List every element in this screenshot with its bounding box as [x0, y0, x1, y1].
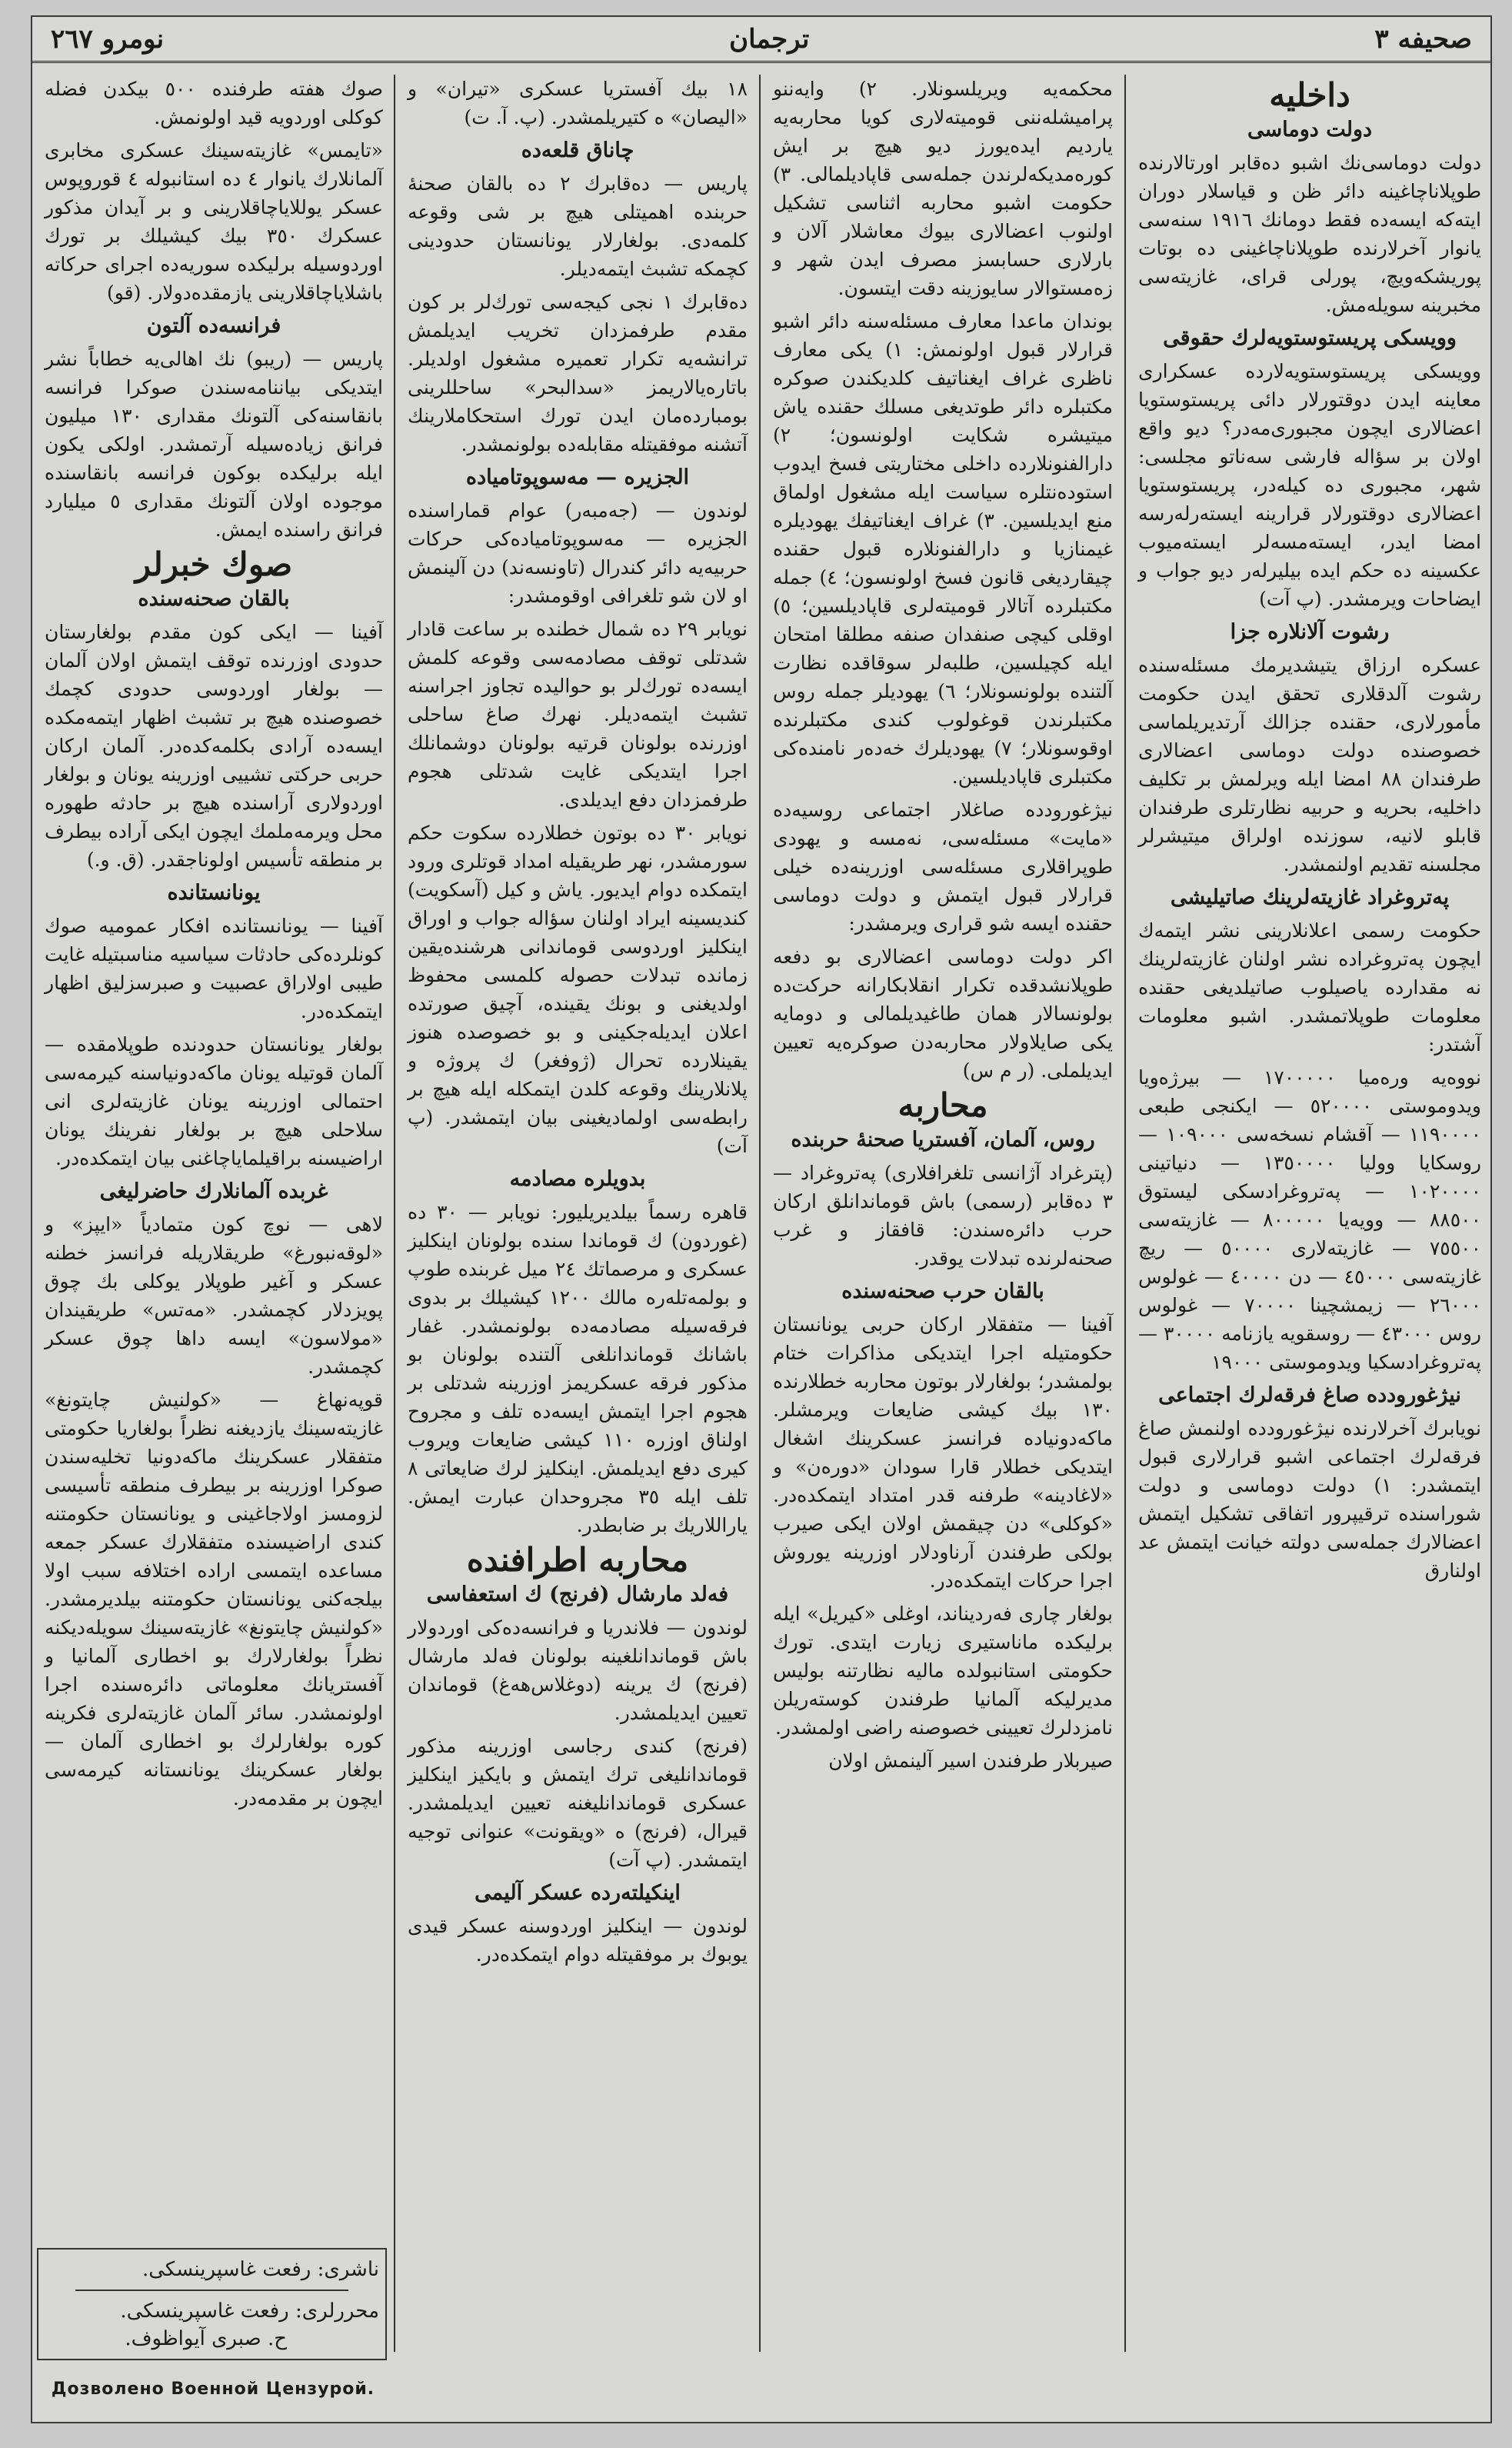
- article-paragraph: محكمه‌یه ویریلسونلار. ٢) وایه‌ننو پرامیشله‌ننی قومیته‌لاری كویا محاربه‌یه یاردیم ایده‌یورز دیو هیچ بر ایش كوره‌مدیكه‌لرندن جمله‌سی قاپادیلمالی. ٣) حكومت اشبو محاربه اثناسی تشكیل اولنوب اعضالاری بیوك معاشلار آلان و بارلاری حسابسز مصرف ایدن شهر و زه‌مستوالار سایوزینه دقت ایتسون.: [773, 78, 1114, 299]
- issue-number: نومرو ٢٦٧: [51, 23, 165, 55]
- newspaper-page: [31, 15, 1492, 2423]
- article-heading: په‌تروغراد غازیته‌لرینك صاتیلیشی: [1170, 885, 1450, 909]
- article-paragraph: ده‌قابرك ١ نجی كیجه‌سی تورك‌لر بر كون مقدم طرفمزدان تخریب ایدیلمش ترانشه‌یه تكرار تعمیره مشغول اولدیلر. باتاره‌یالاریمز «سدالبحر» ساحللرینی بومبارده‌مان ایدن تورك استحكاملارینك آتشنه موفقیتله مقابله‌ده بولونمشدر.: [408, 291, 748, 455]
- article-heading: غربده آلمانلارك حاضرلیغی: [99, 1179, 328, 1203]
- article-paragraph: «تایمس» غازیته‌سینك عسكری مخابری آلمانلارك یانوار ٤ ده استانبوله ٤ قوروپوس عسكر یوللایاچاقلارینی و بر آیدان مذكور عسكرك ٣٥٠ بیك كیشیلك بر تورك اوردوسیله برلیكده سوریه‌ده اجرای حركاته باشلایاچاقلارینی یازمقده‌دولار. (قو): [45, 139, 383, 304]
- article-heading: رشوت آلانلاره جزا: [1230, 620, 1390, 644]
- censorship-note: Дозволено Военной Цензурой.: [51, 2380, 375, 2399]
- article-heading: بدویلره مصادمه: [509, 1167, 646, 1191]
- editors-line: [45, 2297, 379, 2325]
- article-heading: یونانستانده: [167, 881, 261, 905]
- article-paragraph: آفینا — ایكی كون مقدم بولغارستان حدودی اوزرنده توقف ایتمش اولان آلمان — بولغار اوردوسی حدودی كچمك خصوصنده هیچ بر تشبث اظهار ایتمه‌مكده ایسه‌ده آرادی بكلمه‌كده‌در. آلمان اركان حربی حركتی تشییی اوزرینه یونان و بولغار اوردولاری آراسنده هیچ بر حادثه طهوره محل ویرمه‌ملمك ایچون ایكی آراده بیطرف بر منطقه تأسیس اولونا‌جقدر. (ق. و.): [45, 621, 383, 871]
- publisher-name: رفعت غاسپرینسكی.: [142, 2258, 311, 2281]
- article-paragraph: لوندون — اینكلیز اوردوسنه عسكر قیدی یوبوك بر موفقیتله دوام ایتمكده‌در.: [408, 1915, 748, 1966]
- article-heading: بالقان حرب صحنه‌سنده: [841, 1279, 1044, 1303]
- masthead: [32, 17, 1490, 63]
- article-paragraph: (پترغراد آژانسی تلغرافلاری) په‌تروغراد — ٣ ده‌قابر (رسمی) باش قوماندانلق اركان حرب دائره‌سندن: قافقاز و غرب صحنه‌لرنده تبدلات یوقدر.: [773, 1162, 1113, 1269]
- article-heading: نیژغورودده صاغ فرقه‌لرك اجتماعی: [1158, 1383, 1461, 1407]
- article-paragraph: نووه‌یه وره‌میا ١٧٠٠٠٠٠ — بیرژه‌ویا ویدوموستی ٥٢٠٠٠٠ — ایكنجی طبعی ١١٩٠٠٠٠ — آقشام نسخه‌سی ١٠٩٠٠٠ — روسكایا وولیا ١٣٥٠٠٠٠ — دنیاتینی ١٠٢٠٠٠٠ — په‌تروغرادسكی لیستوق ٨٨٥٠٠ — وویه‌یا ۸۰۰۰۰۰ — غازیته‌سی ٧٥٥٠٠ — غازیته‌لاری ٥٠٠٠٠ — ریچ غازیته‌سی ٤٥٠٠٠ — دن ٤٠٠٠٠ — غولوس ٢٦٠٠٠ — زیمشچینا ٧٠٠٠٠ — غولوس روس ٤٣٠٠٠ — روسقویه‌ یازنامه ٣٠٠٠٠ — په‌تروغرادسكیا ویدوموستی ١٩٠٠٠: [1138, 1066, 1481, 1373]
- article-paragraph: آفینا — یونانستانده افكار عمومیه صوك كونلرده‌كی حادثات سیاسیه مناسبتیله غایت طیبی اولاراق عصبیت و صبرسزلیق اظهار ایتمكده‌در.: [45, 915, 383, 1022]
- article-paragraph: حكومت رسمی اعلانلارینی نشر ایتمه‌ك ایچون په‌تروغراده نشر اولنان غازیته‌لرینك نه مقدارده یاصیلوب صاتیلدیغی حقنده معلومات طوپلاتمشدر. اشبو معلومات آشتدر:: [1138, 919, 1481, 1056]
- column-rule: [394, 75, 395, 2352]
- article-paragraph: دولت دوماسی‌نك اشبو ده‌قابر اورتالارنده طوپلاناچاغینه دائر ظن و قیاسلار دوران ایته‌كه ایسه‌ده فقط دومانك ١٩١٦ سنه‌سی یانوار آخرلارنده طوپلاناچاغینی ده بوتات پوریشكه‌ویچ، پورلی قرای، غازیته‌سی مخبرینه سویله‌مش.: [1138, 152, 1481, 316]
- article-heading: محاربه: [898, 1086, 988, 1124]
- imprint-box: [37, 2248, 387, 2360]
- article-paragraph: نویابرك آخرلارنده نیژغورودده اولنمش صاغ فرقه‌لرك اجتماعی اشبو قرارلاری قبول ایتمشدر: ١) دولت دوماسی و دولت شوراسنده ترقیپرور اتفاقی تشكیل ایتمش اعضالارك جمله‌سی دولته خیانت ایتمش عد اولنارق: [1138, 1417, 1481, 1582]
- article-paragraph: ١٨ بیك آفستریا عسكری «تیران» و «الیصان» ه كتیریلمشدر. (پ. آ. ت): [408, 78, 748, 128]
- article-heading: الجزیره — مه‌سوپوتامیاده: [465, 465, 690, 489]
- article-paragraph: لاهی — نوچ كون متمادیاً «ایپز» و «لوقه‌نبورغ» طریقلاریله فرانسز خطنه عسكر و آغیر طوپلار یوكلی بك چوق پویزدلار كچمشدر. «مه‌تس» طریقیندان «مولاسون» ایسه داها چوق عسكر كچمشدر.: [45, 1213, 383, 1378]
- article-paragraph: (فرنج) كندی رجاسی اوزرینه مذكور قوماندانلیغی ترك ایتمش و بایكیز اینكلیز عسكری قوماندانلیغنه تعیین ایدیلمشدر. قیرال، (فرنج) ه «ویقونت» عنوانی توجیه ایتمشدر. (پ آت): [408, 1735, 748, 1871]
- article-paragraph: نیژغورودده صاغلار اجتماعی روسیه‌ده «مایت» مسئله‌سی، نه‌مسه و یهودی طوپراقلاری مسئله‌سی اوزرینه‌ده خیلی قرارلار قبول ایتمش و دولت دوماسی حقنده ایسه شو قراری ویرمشدر:: [773, 799, 1113, 935]
- article-paragraph: لوندون — (جه‌مبه‌ر) عوام قماراسنده الجزیره — مه‌سوپوتامیاده‌كی حركات حربیه‌یه دائر كندرال (تاونسه‌ند) دن آلینمش او لان شو تلغرافی اوقومشدر:: [408, 499, 748, 607]
- article-heading: دولت دوماسی: [1247, 118, 1373, 142]
- article-paragraph: صیربلار طرفندن اسیر آلینمش اولان: [828, 1749, 1113, 1772]
- article-paragraph: قاهره رسماً بیلدیریلیور: نویابر — ٣٠ ده (غوردون) ك قوماندا سنده بولونان اینكلیز عسكری و مرصماتك ٢٤ میل غربنده طوپ و بولمه‌تله‌ره مالك ١٢٠٠ كیشیلك بر بدوی فرقه‌سیله مصادمه‌ده بولونمشدر. غفار باشانك قوماندانلغی آلتنده بولونان بو مذكور فرقه عسكریمز اوزرینه شدتلی بر هجوم اجرا ایتمش ایسه‌ده تلف و مجروح اولنا‌ق اوزره ١١٠ كیشی ضایعات ویروب كیری دفع ایدیلمش. اینكلیز لرك ضایعاتی ٨ تلف ایله ٣٥ مجروحدان عبارت ایمش. یاراللاریك بر ضابطدر.: [408, 1201, 748, 1536]
- editor-name-1: رفعت غاسپرینسكی.: [120, 2300, 289, 2323]
- article-paragraph: عسكره ارزاق یتیشدیرمك مسئله‌سنده رشوت آلدقلاری تحقق ایدن حكومت مأمورلاری، حقنده جزالك آرتدیریلماسی خصوصنده دولت دوماسی اعضالاری طرفندان ٨٨ امضا ایله ویرلمش بر تكلیف داخلیه، بحریه و حربیه نظارتلری طرفندان قابلو لانیه، سوزنده اولراق میتیشرلر مجلسنه تقدیم اولنمشدر.: [1138, 654, 1481, 875]
- newspaper-title: ترجمان: [729, 23, 810, 55]
- column-rule: [1124, 75, 1126, 2352]
- article-heading: بالقان صحنه‌سنده: [138, 587, 290, 611]
- article-heading: داخلیه: [1269, 76, 1350, 114]
- article-heading: چاناق قلعه‌ده: [521, 138, 634, 162]
- article-heading: اینكیلته‌رده عسكر آلیمی: [475, 1881, 681, 1905]
- column-1: [1131, 75, 1489, 2336]
- column-3: [400, 75, 755, 2336]
- article-paragraph: نویابر ٣٠ ده بوتون خطلارده سكوت حكم سورمشدر، نهر طریقیله امداد قوتلری ورود ایتمكده دوام ایدیور. یاش و كیل (آسكویت) كندیسینه ایراد اولنان سؤاله جواب و اوراق اینكلیز اوردوسی قوماندانی هرشنده‌یقین زمانده تبدلات حصوله كلمسی محفوظ اولدیغنی و بونك یقینده، آچیق صورتده اعلان ایدیله‌جكینی و بو خصوصده هنوز یقینلارده تحرال (ژوفغر) ك پروژه و پلانلارینك وقوعه كلدن ایتمكله ایله هیچ بر رابطه‌سی اولمادیغینی بیان ایتمشدر. (پ آت): [408, 822, 748, 1157]
- page-number: صحیفه ٣: [1374, 23, 1472, 55]
- article-heading: فرانسه‌ده آلتون: [146, 314, 281, 338]
- article-paragraph: صوك هفته طرفنده ٥٠٠ بیكدن فضله كوكلی اوردویه قید اولونمش.: [45, 78, 383, 128]
- article-paragraph: بولغار یونانستان حدودنده طوپلامقده — آلمان قوتیله یونان ماكه‌دونیاسنه كیرمه‌سی احتمالی اوزرینه یونان غازیته‌لری انی سلاحلی هیچ بر بولغار نفرینك یونان اراضیسنه براقیلمایاچاغنی بیان ایتمكده‌در.: [45, 1033, 383, 1169]
- article-heading: صوك خبرلر: [135, 545, 293, 583]
- column-4: [37, 75, 391, 2090]
- article-paragraph: بوندان ماعدا معارف مسئله‌سنه دائر اشبو قرارلار قبول اولونمش: ١) یكی معارف ناظری غراف ایغناتیف كلدیكندن صوكره مكتبلره دائر طوتدیغی مسلك حقنده یاش میتیشره شكایت اولونسون؛ ٢) دارالفنونلارده داخلی مختاریتی فسخ ایدوب استوده‌نتلره سیاست ایله مشغول اولماق منع ایدیلسین. ٣) غراف ایغناتیفك یهودیلره غیمنازیا و دارالفنونلاره قبول حقنده چیقاردیغی قانون فسخ اولونسون؛ ٤) جمله مكتبلرده آتالار قومیته‌لری قاپادیلسین؛ ٥) اوقلی كیچی صنفدان صنفه مطلقا امتحان ایله كچیلسین، طلبه‌لر سوقاقده نظارت آلتنده بولونسونلار؛ ٦) یهودیلر جمله روس مكتبلرندن قوغولوب كندی مكتبلرنده اوقوسونلار؛ ٧) یهودیلرك خه‌ده‌ر نامنده‌كی مكتبلری قاپادیلسین.: [773, 310, 1113, 788]
- article-paragraph: بولغار چاری فه‌ردیناند، اوغلی «كیریل» ایله برلیكده ماناستیری زیارت ایتدی. تورك حكومتی استانبولده مالیه نظارتنه بولیس مدیرلیكه آلمانیا طرفندن كوسته‌ریلن نامزدلرك تعیینی خصوصنه راضی اولمشدر.: [773, 1603, 1113, 1739]
- article-heading: فه‌لد مارشال (فرنج) ك استعفاسی: [426, 1583, 729, 1606]
- editors-label: محررلری:: [295, 2300, 379, 2323]
- article-paragraph: قوپه‌نهاغ — «كولنیش چایتونغ» غازیته‌سینك یازدیغنه نظراً بولغاریا حكومتی متفقلار عسكرینك ماكه‌دونیا تخلیه‌سندن صوكرا اوزرینه بر بیطرف منطقه تأسیسی لزومسز اولاجاغینی و یونانستان حكومتنه كندی اراضیسنده متفقلارك عسكر جمعه مساعده ایتمسی اراده اختلافه سبب اولا بیلجه‌كنی یونانستان حكومتنه بیلدیرمشدر. «كولنیش چایتونغ» غازیته‌سینك سویله‌دیكنه نظراً بولغارلارك بو اخطاری آلمانیا و آفستریانك معلوماتی دائره‌سنده اجرا اولونمشدر. سائر آلمان غازیته‌لری فكرینه كوره بولغارلرك بو اخطاری آلمان — بولغار عسكرینك یونانستانه كیرمه‌سی ایچون بر مقدمه‌در.: [45, 1389, 383, 1809]
- article-paragraph: اكر دولت دوماسی اعضالاری بو دفعه طوپلانشدقده تكرار انقلابكارانه حركت‌ده بولونسالار همان طاغیدیلمالی و دومایه یكی صایلاولار محاربه‌دن صوكره‌یه تعیین ایدیلملی. (ر م س): [773, 946, 1113, 1082]
- publisher-line: [45, 2256, 379, 2283]
- article-heading: وویسكی پریستوستویه‌لرك حقوقی: [1163, 326, 1457, 350]
- column-2: [765, 75, 1121, 2336]
- article-paragraph: پاریس — ده‌قابرك ٢ ده بالقان صحنهٔ حربنده اهمیتلی هیچ بر شی وقوعه كلمه‌دی. بولغارلار یونانستان حدودینی كچمكه تشبث ایتمه‌دیلر.: [408, 172, 748, 280]
- editor-name-2: ح. صبری آیواظوف.: [125, 2327, 287, 2350]
- article-paragraph: لوندون — فلاندریا و فرانسه‌ده‌كی اوردولار باش قوماندانلغینه بولونان فه‌لد مارشال (فرنج) ك یرینه (دوغلاس‌هه‌غ) قوماندان تعیین ایدیلمشدر.: [408, 1616, 748, 1724]
- article-heading: روس، آلمان، آفستریا صحنهٔ حربنده: [791, 1128, 1095, 1152]
- article-paragraph: آفینا — متفقلار اركان حربی یونانستان حكومتیله اجرا ایتدیكی مذاكرات ختام بولمشدر؛ بولغارلار بوتون محاربه خطلارنده ١٣٠ بیك كیشی ضایعات ویرمشلر. ماكه‌دونیاده فرانسز عسكرینك اشغال ایتدیكی خطلار قارا سو‌دان «دوره‌ن» و «لاغادینه» طرفنه قدر امتداد ایتمكده‌در. «كوكلی» دن چیقمش اولان ایكی صیرب بولكی طرفندن آرناودلار اوزرینه یوروش اجرا حركات ایتمكده‌در.: [773, 1313, 1113, 1592]
- article-paragraph: نویابر ٢٩ ده شمال خطنده بر ساعت قادار شدتلی توقف مصادمه‌سی وقوعه كلمش ایسه‌ده تورك‌لر بو حوالیده تجاوز اجراسنه تشبث ایتمه‌دیلر. نهرك صاغ ساحلی اوزرنده بولونان قرتیه بولونان دوشمانلك اجرا ایتدیكی غایت شدتلی هجوم طرفمزدان دفع ایدیلدی.: [408, 618, 748, 811]
- publisher-label: ناشری:: [317, 2258, 379, 2281]
- article-paragraph: پاریس — (ریبو) نك اهالی‌یه خطاباً نشر ایتدیكی بیاننامه‌سندن صوكرا فرانسه بانقاسنه‌كی آلتونك مقداری ١٣٠ میلیون فرانق زیاده‌سیله آرتمشدر. اولكی یكون ایله برلیكده بوكون فرانسه بانقاسنده موجوده اولان آلتونك مقداری ٥ میلیارد فرانق راسنده ایمش.: [45, 348, 383, 541]
- article-paragraph: وویسكی پریستوستویه‌لارده عسكراری معاینه ایدن دوقتورلار دائی پریستوستویا اعضالاری ایچون مجبوری‌مه‌در؟ دیو واقع اولان بر سؤاله فارشی سه‌ناتو مجلسی: شهر، مجبوری ده كیله‌در، پریستوستویا اعضالاری دوقتورلار قرارینه ایسته‌رله‌رسه امضا ایدر، ایسته‌مسه‌لر ایسته‌میوب عكسینه ده حكم ایده بیلیرله‌ر دیو جواب و ایضاحات ویرمشدر. (پ آت): [1138, 360, 1481, 610]
- article-heading: محاربه اطرافنده: [466, 1541, 689, 1579]
- column-rule: [759, 75, 761, 2352]
